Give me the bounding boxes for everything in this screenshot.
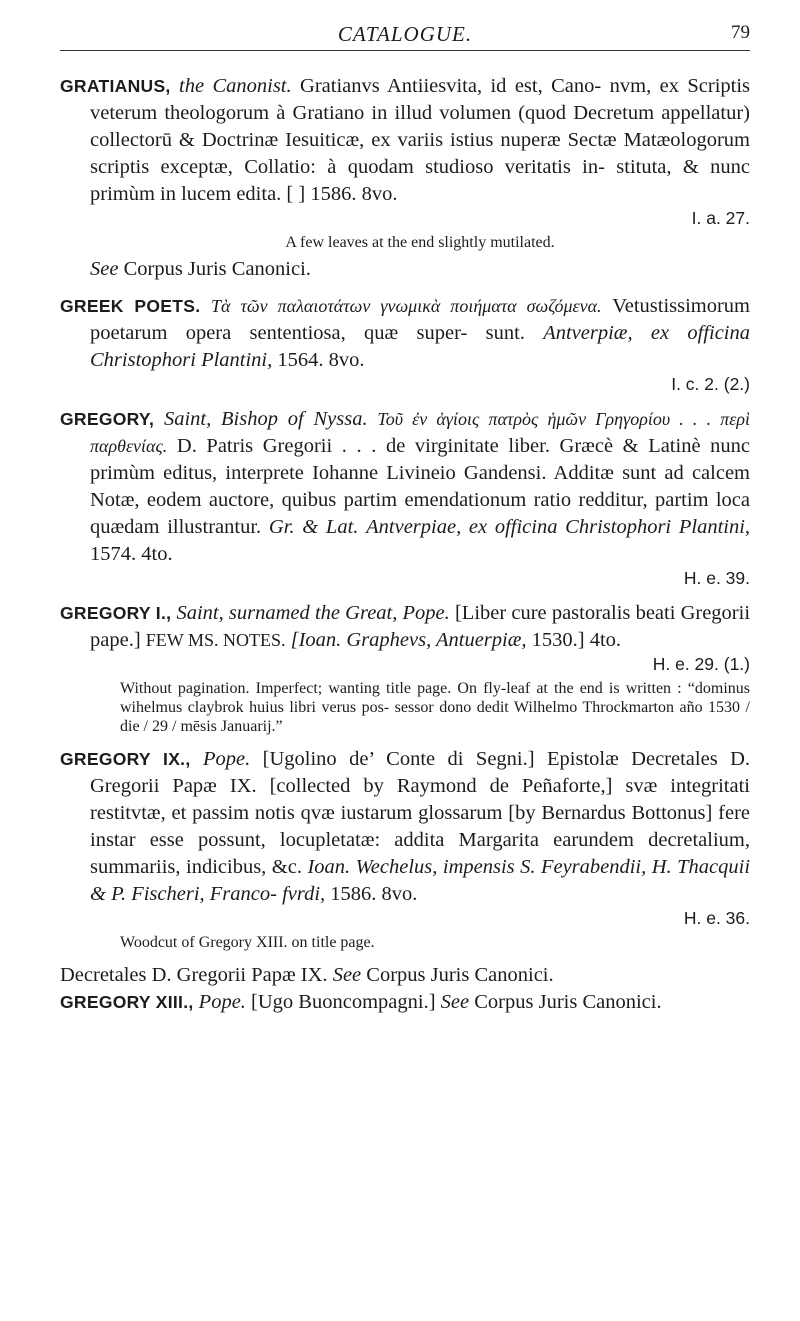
page-header (60, 10, 750, 51)
entry-text: [Ugo Buoncompagni.] (251, 991, 436, 1013)
entry-text: [Liber cure pastoralis beati Gregorii pape.] (90, 602, 751, 651)
see-label: See (332, 964, 362, 986)
entry-imprint: Ioan. Wechelus, impensis S. Feyrabendii, H. Thacquii & P. Fischeri, Franco- fvrdi, (90, 856, 751, 905)
entry-headword: GREEK POETS. (60, 296, 201, 316)
see-target: Corpus Juris Canonici. (474, 991, 662, 1013)
entry-epithet: Pope. (202, 748, 251, 770)
see-target: Corpus Juris Canonici. (123, 258, 311, 280)
catalogue-entries (60, 73, 750, 1016)
entry-gregory-i (60, 600, 750, 736)
shelfmark: H. e. 36. (683, 908, 750, 928)
entry-date: 1564. 8vo. (277, 349, 365, 371)
entry-epithet: the Canonist. (179, 75, 292, 97)
entry-text: D. Patris Gregorii . . . de virginitate liber. Græcè & Latinè nunc primùm editus, interprete Iohanne Livineio Gandensi. Additæ sunt ad calcem Notæ, eodem auctore, quibus partim emendationum ratio redditur, partim loca quædam illustrantur. (90, 435, 751, 538)
entry-text: [Ugolino de’ Conte di Segni.] Epistolæ Decretales D. Gregorii Papæ IX. [collected by Raymond de Peñaforte,] svæ integritati restitvtæ, et passim notis qvæ iustarum glossarum [by Bernardus Bottonus] fere instar esse possunt, locupletatæ: addita Margarita earundem decretalium, summariis, indicibus, &c. (90, 748, 751, 878)
entry-language: Gr. & Lat. (268, 516, 359, 538)
entry-epithet: Saint, surnamed the Great, Pope. (176, 602, 450, 624)
entry-headword: GRATIANUS, (60, 76, 171, 96)
entry-imprint: [Ioan. Graphevs, Antuerpiæ, (290, 629, 527, 651)
shelfmark: H. e. 29. (1.) (652, 654, 750, 674)
entry-greek-poets (60, 293, 750, 396)
see-label: See (440, 991, 470, 1013)
page-number: 79 (731, 22, 750, 43)
entry-headword: GREGORY IX., (60, 749, 191, 769)
entry-epithet: Saint, Bishop of Nyssa. (163, 408, 368, 430)
entry-headword: GREGORY I., (60, 603, 172, 623)
ms-notes-flag: FEW MS. NOTES. (145, 630, 286, 650)
entry-gregory-xiii (60, 989, 750, 1016)
entry-imprint: Antverpiae, ex officina Christophori Plantini, (366, 516, 751, 538)
shelfmark: I. a. 27. (691, 208, 750, 228)
entry-note: Woodcut of Gregory XIII. on title page. (120, 934, 375, 951)
entry-text: Gratianvs Antiiesvita, id est, Cano- nvm, ex Scriptis veterum theologorum à Gratiano in illud volumen (quod Decretum appellatur) collectorū & Doctrinæ Iesuiticæ, ex variis istius nuperæ Sectæ Matæologorum scriptis exceptæ, Collatio: à quodam studioso veritatis in- stituta, & nunc primùm in lucem edita. [ ] 1586. 8vo. (90, 75, 751, 205)
cross-reference (90, 256, 750, 283)
entry-text: Vetustissimorum poetarum opera sententiosa, quæ super- sunt. (90, 295, 751, 344)
greek-title: Τὰ τῶν παλαιοτάτων γνωμικὰ ποιήματα σωζόμενα. (211, 296, 602, 316)
see-target: Corpus Juris Canonici. (366, 964, 554, 986)
entry-gregory-ix (60, 746, 750, 952)
entry-date: 1530.] 4to. (531, 629, 622, 651)
entry-date: 1586. 8vo. (330, 883, 418, 905)
entry-gregory-nyssa (60, 406, 750, 590)
shelfmark: I. c. 2. (2.) (671, 374, 750, 394)
running-head: CATALOGUE. (337, 22, 473, 46)
entry-note: Without pagination. Imperfect; wanting title page. On fly-leaf at the end is written : “dominus wihelmus claybrok huius libri verus pos- sessor dono dedit Wilhelmo Throckmarton año 1530 / die / 29 / mēsis Januarij.” (120, 680, 750, 735)
entry-imprint: Antverpiæ, ex officina Christophori Plantini, (90, 322, 751, 371)
entry-date: 1574. 4to. (90, 543, 173, 565)
shelfmark: H. e. 39. (683, 568, 750, 588)
entry-epithet: Pope. (198, 991, 246, 1013)
entry-headword: GREGORY, (60, 409, 155, 429)
entry-gratianus (60, 73, 750, 283)
entry-note: A few leaves at the end slightly mutilated. (285, 234, 555, 251)
catalogue-page (60, 0, 750, 1321)
see-label: See (90, 258, 119, 280)
entry-decretales (60, 962, 750, 989)
entry-text: Decretales D. Gregorii Papæ IX. (60, 964, 328, 986)
greek-title: Τοῦ ἐν ἁγίοις πατρὸς ἡμῶν Γρηγορίου . . . περὶ παρθενίας. (90, 409, 751, 456)
entry-headword: GREGORY XIII., (60, 992, 194, 1012)
